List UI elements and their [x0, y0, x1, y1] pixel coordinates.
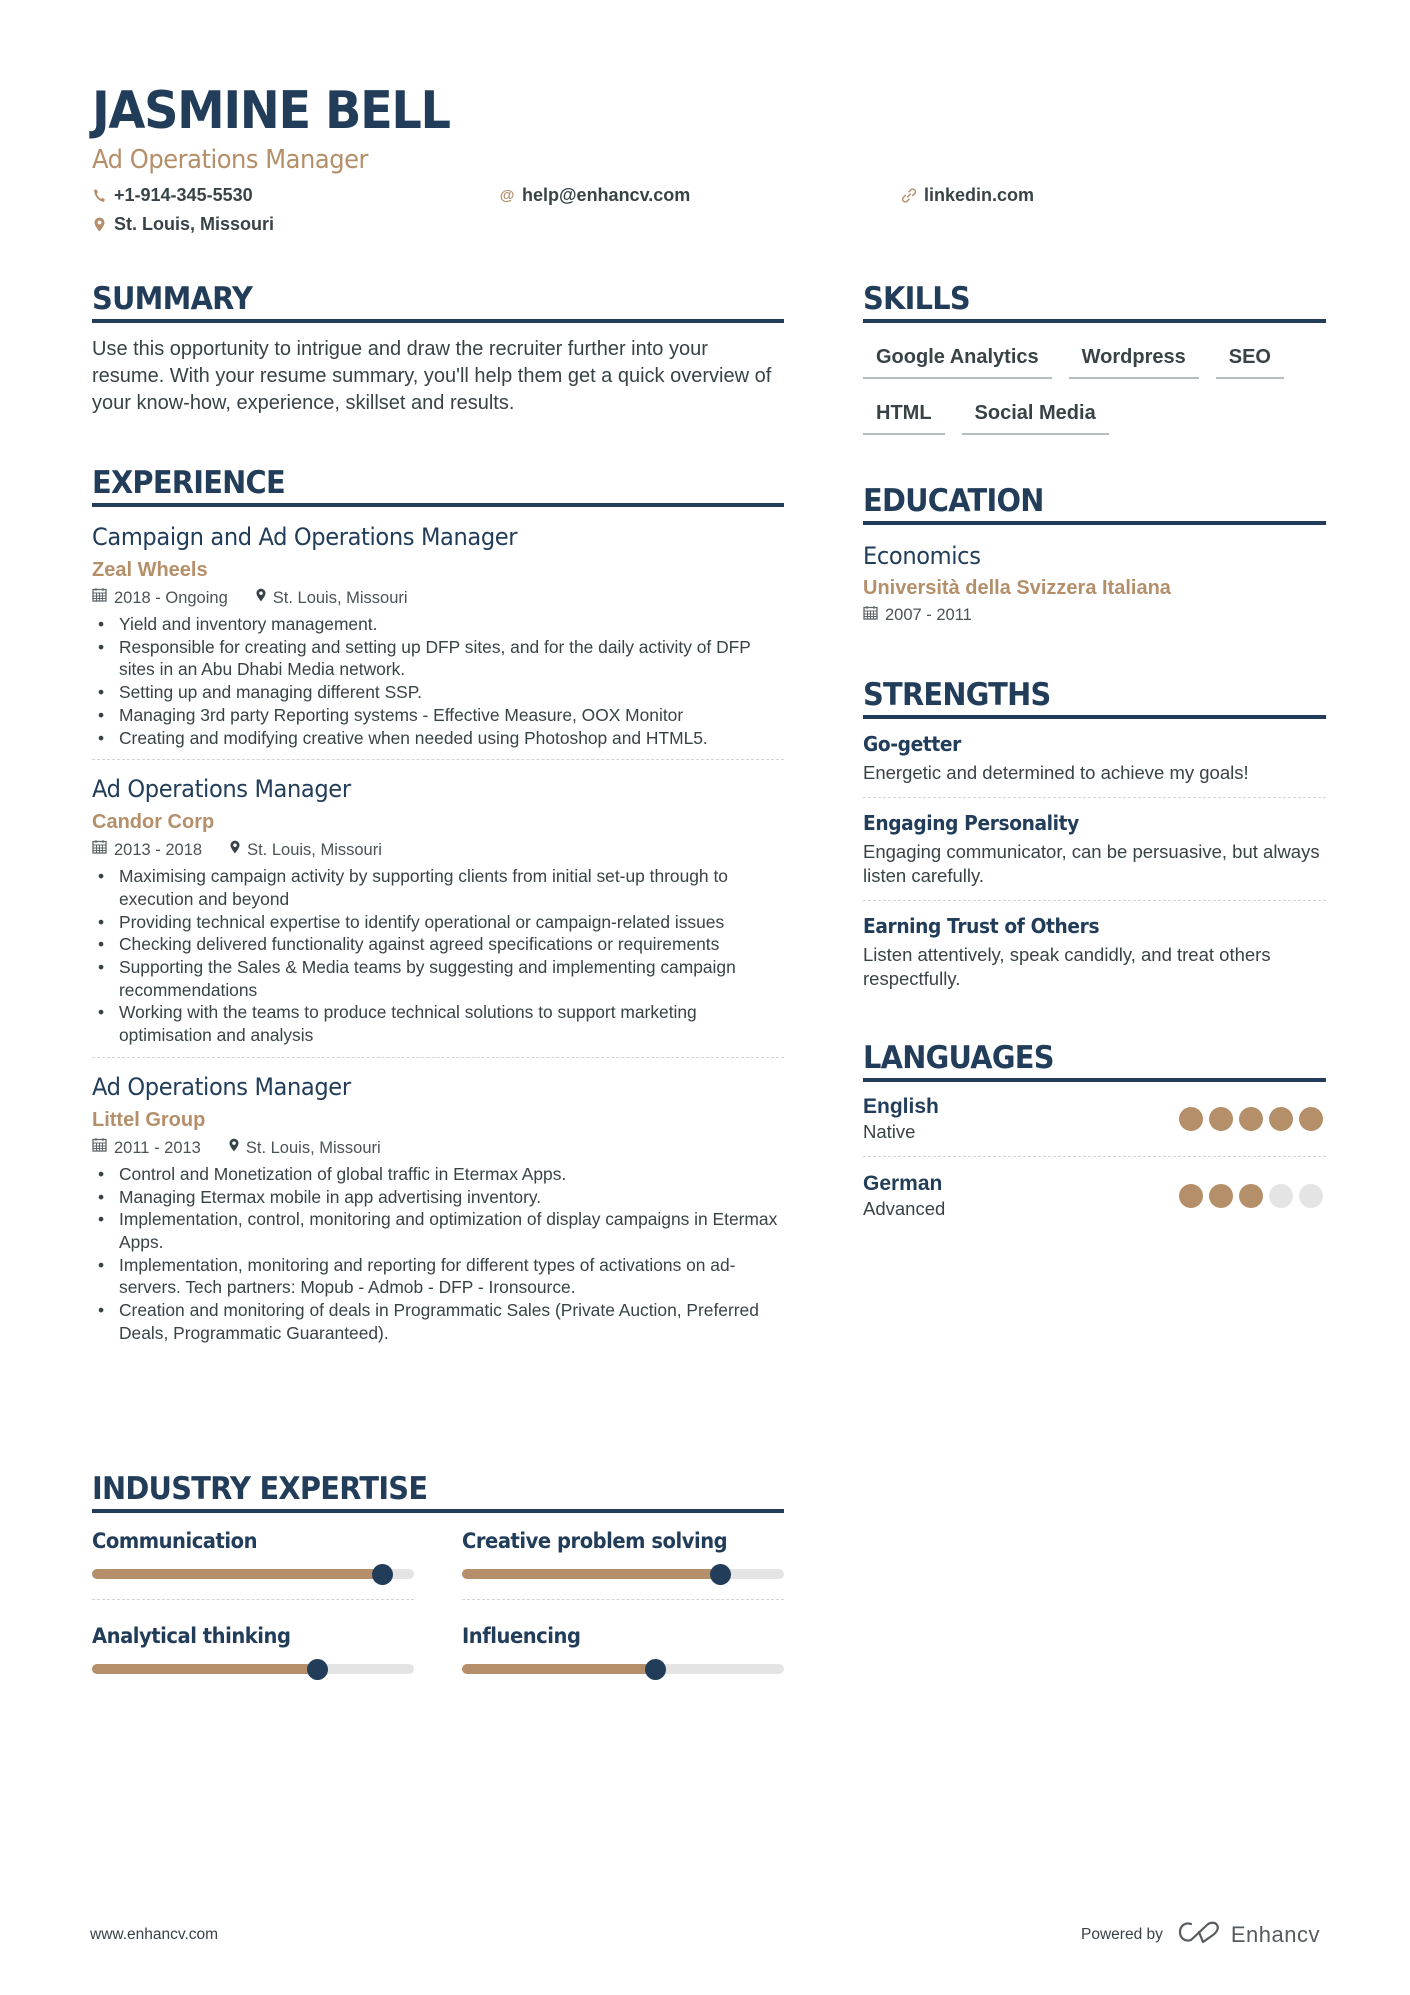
job-dates: 2013 - 2018: [114, 841, 203, 860]
location-pin-icon: [229, 1136, 239, 1160]
expertise-item: [462, 1527, 784, 1599]
strength-item: [863, 797, 1326, 900]
job-entry: [92, 520, 784, 759]
location-text: St. Louis, Missouri: [114, 213, 275, 234]
strength-item: [863, 719, 1326, 797]
strengths-section: [863, 676, 1326, 1003]
section-heading: EDUCATION: [863, 483, 1044, 519]
proficiency-dot-filled: [1299, 1107, 1323, 1131]
job-dates: 2011 - 2013: [114, 1138, 201, 1157]
strength-title: Go-getter: [863, 732, 961, 756]
bullet-item: • Setting up and managing different SSP.: [92, 681, 784, 704]
bullet-item: • Creating and modifying creative when needed using Photoshop and HTML5.: [92, 727, 784, 750]
section-heading: SUMMARY: [92, 281, 253, 317]
bullet-item: • Checking delivered functionality against agreed specifications or requirements: [92, 933, 784, 956]
brand-logo[interactable]: [1177, 1920, 1320, 1950]
proficiency-dots: [1179, 1184, 1323, 1208]
bullet-item: • Supporting the Sales & Media teams by suggesting and implementing campaign recommendations: [92, 956, 784, 1001]
calendar-icon: [92, 586, 107, 610]
contact-email[interactable]: [500, 182, 690, 208]
job-title: Campaign and Ad Operations Manager: [92, 523, 518, 551]
strength-description: Energetic and determined to achieve my goals!: [863, 762, 1249, 783]
job-list: [92, 520, 784, 1354]
bullet-item: • Implementation, monitoring and reporting for different types of activations on ad-servers. Tech partners: Mopub - Admob - DFP - Ironsource.: [92, 1254, 784, 1299]
resume-header: [92, 78, 1332, 242]
job-dates: 2018 - Ongoing: [114, 589, 228, 607]
phone-number: +1-914-345-5530: [114, 184, 253, 205]
enhancv-logo-icon: [1177, 1920, 1223, 1950]
skill-tag: SEO: [1216, 341, 1284, 379]
calendar-icon: [92, 1136, 107, 1160]
language-level: Advanced: [863, 1198, 946, 1219]
education-dates: 2007 - 2011: [885, 606, 972, 624]
language-name: English: [863, 1095, 939, 1118]
calendar-icon: [863, 603, 878, 627]
section-heading: SKILLS: [863, 281, 970, 317]
proficiency-dot-filled: [1239, 1184, 1263, 1208]
job-location: St. Louis, Missouri: [272, 589, 408, 607]
slider-knob: [710, 1564, 731, 1585]
bullet-item: • Control and Monetization of global traffic in Etermax Apps.: [92, 1163, 784, 1186]
slider-knob: [372, 1564, 393, 1585]
expertise-slider: [462, 1664, 784, 1674]
at-icon: @: [499, 186, 515, 204]
expertise-item: [92, 1527, 414, 1599]
job-title: Ad Operations Manager: [92, 1072, 351, 1101]
proficiency-dots: [1179, 1107, 1323, 1131]
job-meta: [92, 1136, 784, 1160]
job-bullets: [92, 1163, 784, 1345]
link-url[interactable]: linkedin.com: [924, 184, 1035, 205]
company-name: Candor Corp: [92, 811, 215, 834]
section-divider: [92, 1509, 784, 1513]
phone-icon: [92, 188, 106, 203]
bullet-item: • Creation and monitoring of deals in Programmatic Sales (Private Auction, Preferred Deals, Programmatic Guaranteed).: [92, 1299, 784, 1344]
strength-title: Engaging Personality: [863, 811, 1079, 835]
section-divider: [863, 521, 1326, 525]
section-divider: [92, 503, 784, 507]
skills-section: [863, 280, 1326, 435]
candidate-title: Ad Operations Manager: [92, 145, 368, 175]
proficiency-dot-filled: [1269, 1107, 1293, 1131]
school-name: Università della Svizzera Italiana: [863, 577, 1171, 599]
proficiency-dot-filled: [1179, 1184, 1203, 1208]
expertise-grid: [92, 1527, 784, 1694]
company-name: Littel Group: [92, 1108, 206, 1131]
skill-tag: Social Media: [962, 397, 1109, 435]
job-meta: [92, 586, 784, 610]
proficiency-dot-filled: [1209, 1107, 1233, 1131]
language-level: Native: [863, 1121, 916, 1142]
degree: Economics: [863, 542, 981, 570]
summary-section: [92, 280, 784, 417]
calendar-icon: [92, 838, 107, 862]
strength-item: [863, 900, 1326, 1003]
link-icon: [902, 188, 916, 203]
language-item: [863, 1156, 1326, 1233]
expertise-label: Creative problem solving: [462, 1529, 728, 1553]
footer-branding: [1081, 1920, 1320, 1950]
job-bullets: [92, 865, 784, 1047]
bullet-item: • Working with the teams to produce technical solutions to support marketing optimisation and analysis: [92, 1001, 784, 1046]
section-heading: EXPERIENCE: [92, 465, 285, 501]
bullet-item: • Yield and inventory management.: [92, 613, 784, 636]
bullet-item: • Implementation, control, monitoring and optimization of display campaigns in Etermax Apps.: [92, 1208, 784, 1253]
left-column: [92, 280, 784, 1648]
contact-info: [92, 182, 1332, 242]
language-name: German: [863, 1172, 943, 1195]
bullet-item: • Providing technical expertise to identify operational or campaign-related issues: [92, 911, 784, 934]
expertise-label: Communication: [92, 1529, 258, 1553]
bullet-item: • Maximising campaign activity by supporting clients from initial set-up through to execution and beyond: [92, 865, 784, 910]
brand-name: Enhancv: [1230, 1922, 1320, 1947]
skill-tag: HTML: [863, 397, 945, 435]
proficiency-dot-filled: [1179, 1107, 1203, 1131]
proficiency-dot-filled: [1209, 1184, 1233, 1208]
expertise-slider: [462, 1569, 784, 1579]
slider-knob: [307, 1659, 328, 1680]
job-location: St. Louis, Missouri: [247, 841, 382, 860]
summary-text: Use this opportunity to intrigue and draw the recruiter further into your resume. With your resume summary, you'll help them get a quick overview of your know-how, experience, skillset and results.: [92, 338, 772, 414]
education-meta: [863, 603, 1326, 627]
location-pin-icon: [256, 586, 266, 610]
education-section: [863, 482, 1326, 627]
candidate-name: JASMINE BELL: [92, 81, 450, 141]
section-heading: INDUSTRY EXPERTISE: [92, 1471, 428, 1507]
job-bullets: [92, 613, 784, 749]
languages-section: [863, 1039, 1326, 1233]
expertise-slider: [92, 1664, 414, 1674]
job-location: St. Louis, Missouri: [245, 1138, 381, 1157]
skill-tag: Wordpress: [1069, 341, 1199, 379]
bullet-item: • Managing Etermax mobile in app advertising inventory.: [92, 1186, 784, 1209]
section-divider: [92, 319, 784, 323]
strength-title: Earning Trust of Others: [863, 914, 1100, 938]
section-heading: LANGUAGES: [863, 1040, 1054, 1076]
bullet-item: • Managing 3rd party Reporting systems - Effective Measure, OOX Monitor: [92, 704, 784, 727]
slider-knob: [645, 1659, 666, 1680]
powered-by-label: Powered by: [1081, 1926, 1163, 1943]
job-entry: [92, 759, 784, 1057]
experience-section: [92, 464, 784, 1354]
job-entry: [92, 1057, 784, 1355]
job-title: Ad Operations Manager: [92, 775, 351, 804]
location-pin-icon: [230, 838, 240, 862]
strength-description: Engaging communicator, can be persuasive, but always listen carefully.: [863, 841, 1320, 886]
section-heading: STRENGTHS: [863, 677, 1051, 713]
job-meta: [92, 838, 784, 862]
section-divider: [863, 319, 1326, 323]
page-footer: [90, 1920, 1320, 1950]
strength-description: Listen attentively, speak candidly, and treat others respectfully.: [863, 944, 1271, 989]
company-name: Zeal Wheels: [92, 559, 208, 581]
footer-url[interactable]: www.enhancv.com: [90, 1926, 219, 1943]
expertise-label: Influencing: [462, 1624, 581, 1648]
right-column: [863, 280, 1326, 1233]
industry-expertise-section: [92, 1470, 784, 1694]
language-item: [863, 1082, 1326, 1156]
proficiency-dot-empty: [1299, 1184, 1323, 1208]
proficiency-dot-filled: [1239, 1107, 1263, 1131]
contact-location: [92, 211, 274, 237]
contact-phone: [92, 182, 253, 208]
contact-link[interactable]: [902, 182, 1034, 208]
proficiency-dot-empty: [1269, 1184, 1293, 1208]
expertise-slider: [92, 1569, 414, 1579]
skill-tag: Google Analytics: [863, 341, 1052, 379]
expertise-label: Analytical thinking: [92, 1624, 291, 1648]
skills-list: [863, 341, 1326, 435]
bullet-item: • Responsible for creating and setting up DFP sites, and for the daily activity of DFP sites in an Abu Dhabi Media network.: [92, 636, 784, 681]
expertise-item: [462, 1599, 784, 1694]
email-address[interactable]: help@enhancv.com: [522, 184, 691, 205]
location-pin-icon: [92, 217, 106, 232]
expertise-item: [92, 1599, 414, 1694]
